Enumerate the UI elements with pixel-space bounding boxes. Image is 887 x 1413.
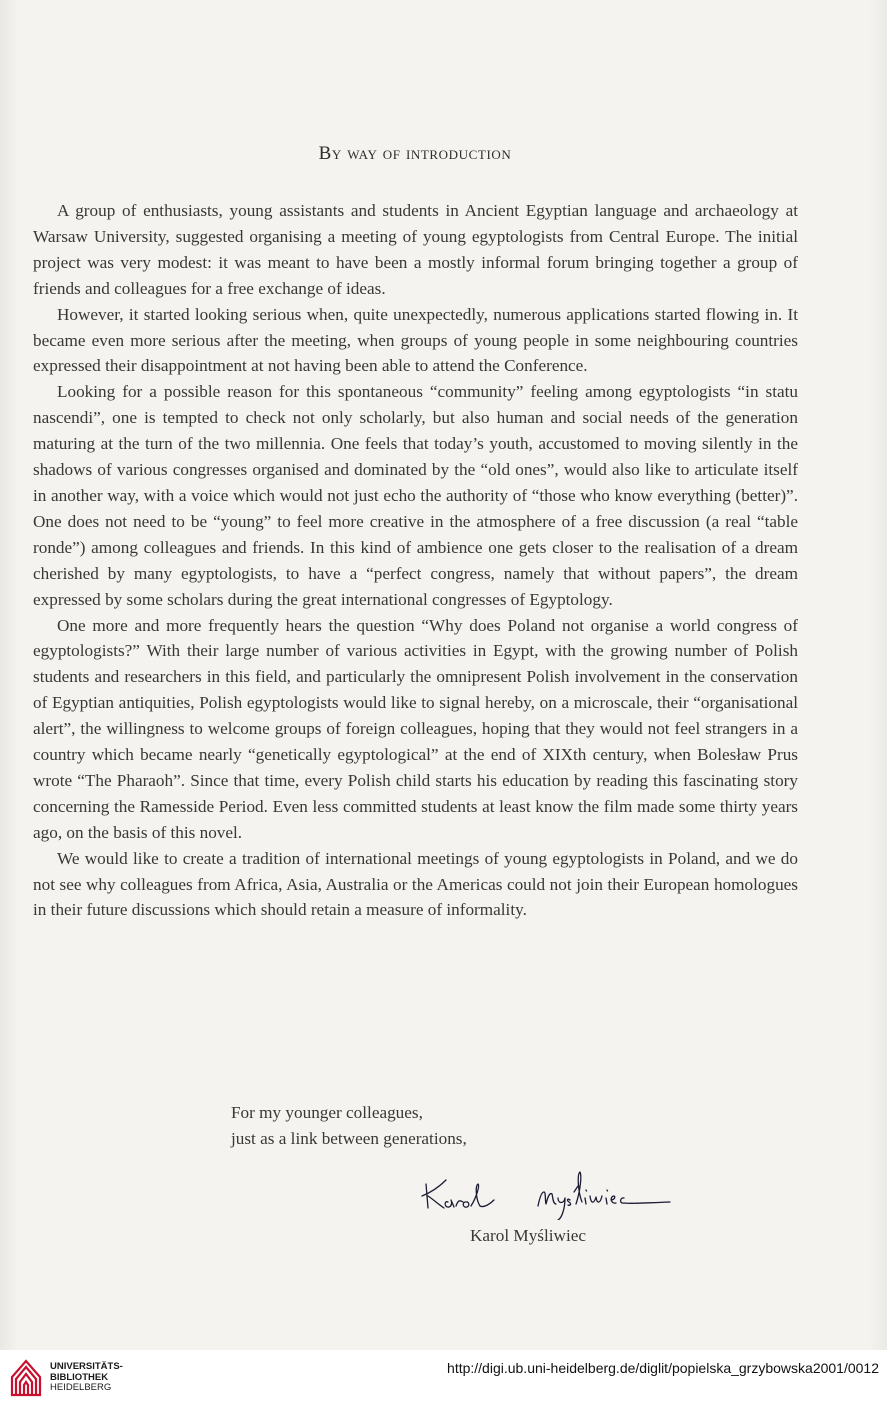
closing-dedication: [231, 1100, 467, 1152]
handwritten-signature: [418, 1162, 678, 1220]
logo-line: BIBLIOTHEK: [50, 1371, 109, 1383]
logo-line: HEIDELBERG: [50, 1382, 112, 1393]
logo-line: UNIVERSITÄTS-: [50, 1361, 123, 1372]
paragraph: However, it started looking serious when, quite unexpectedly, numerous applications started flowing in. It became even more serious after the meeting, when groups of young people in some neighbouring countries expressed their disappointment at not having been able to attend the Conference.: [33, 304, 798, 376]
author-name: Karol Myśliwiec: [470, 1226, 586, 1245]
source-url-link[interactable]: http://digi.ub.uni-heidelberg.de/diglit/popielska_grzybowska2001/0012: [447, 1360, 879, 1376]
body-text: [33, 198, 798, 923]
paragraph: Looking for a possible reason for this spontaneous “community” feeling among egyptologists “in statu nascendi”, one is tempted to check not only scholarly, but also human and social needs of the generation maturing at the turn of the two millennia. One feels that today’s youth, accustomed to moving silently in the shadows of various congresses organised and dominated by the “old ones”, would also like to articulate itself in another way, with a voice which would not just echo the authority of “those who know everything (better)”. One does not need to be “young” to feel more creative in the atmosphere of a free discussion (a real “table ronde”) among colleagues and friends. In this kind of ambience one gets closer to the realisation of a dream cherished by many egyptologists, to have a “perfect congress, namely that without papers”, the dream expressed by some scholars during the great international congresses of Egyptology.: [33, 382, 798, 609]
page-title: By way of introduction: [318, 143, 512, 164]
paragraph: One more and more frequently hears the question “Why does Poland not organise a world congress of egyptologists?” With their large number of various activities in Egypt, with the growing number of Polish students and researchers in this field, and particularly the omnipresent Polish involvement in the conservation of Egyptian antiquities, Polish egyptologists would like to signal hereby, on a microscale, their “organisational alert”, the willingness to welcome groups of foreign colleagues, hoping that they would not feel strangers in a country which became nearly “genetically egyptological” at the end of XIXth century, when Bolesław Prus wrote “The Pharaoh”. Since that time, every Polish child starts his education by reading this fascinating story concerning the Ramesside Period. Even less committed students at least know the film made some thirty years ago, on the basis of this novel.: [33, 615, 798, 842]
library-logo-icon: [8, 1355, 44, 1399]
closing-line: For my younger colleagues,: [231, 1103, 423, 1122]
paragraph: We would like to create a tradition of international meetings of young egyptologists in Poland, and we do not see why colleagues from Africa, Asia, Australia or the Americas could not join their European homologues in their future discussions which should retain a measure of informality.: [33, 848, 798, 920]
library-logo-text: [50, 1362, 123, 1394]
signature-text: Karol Myśliwiec: [418, 1162, 425, 1163]
closing-line: just as a link between generations,: [231, 1129, 467, 1148]
paragraph: A group of enthusiasts, young assistants and students in Ancient Egyptian language and archaeology at Warsaw University, suggested organising a meeting of young egyptologists from Central Europe. The initial project was very modest: it was meant to have been a mostly informal forum bringing together a group of friends and colleagues for a free exchange of ideas.: [33, 201, 798, 298]
